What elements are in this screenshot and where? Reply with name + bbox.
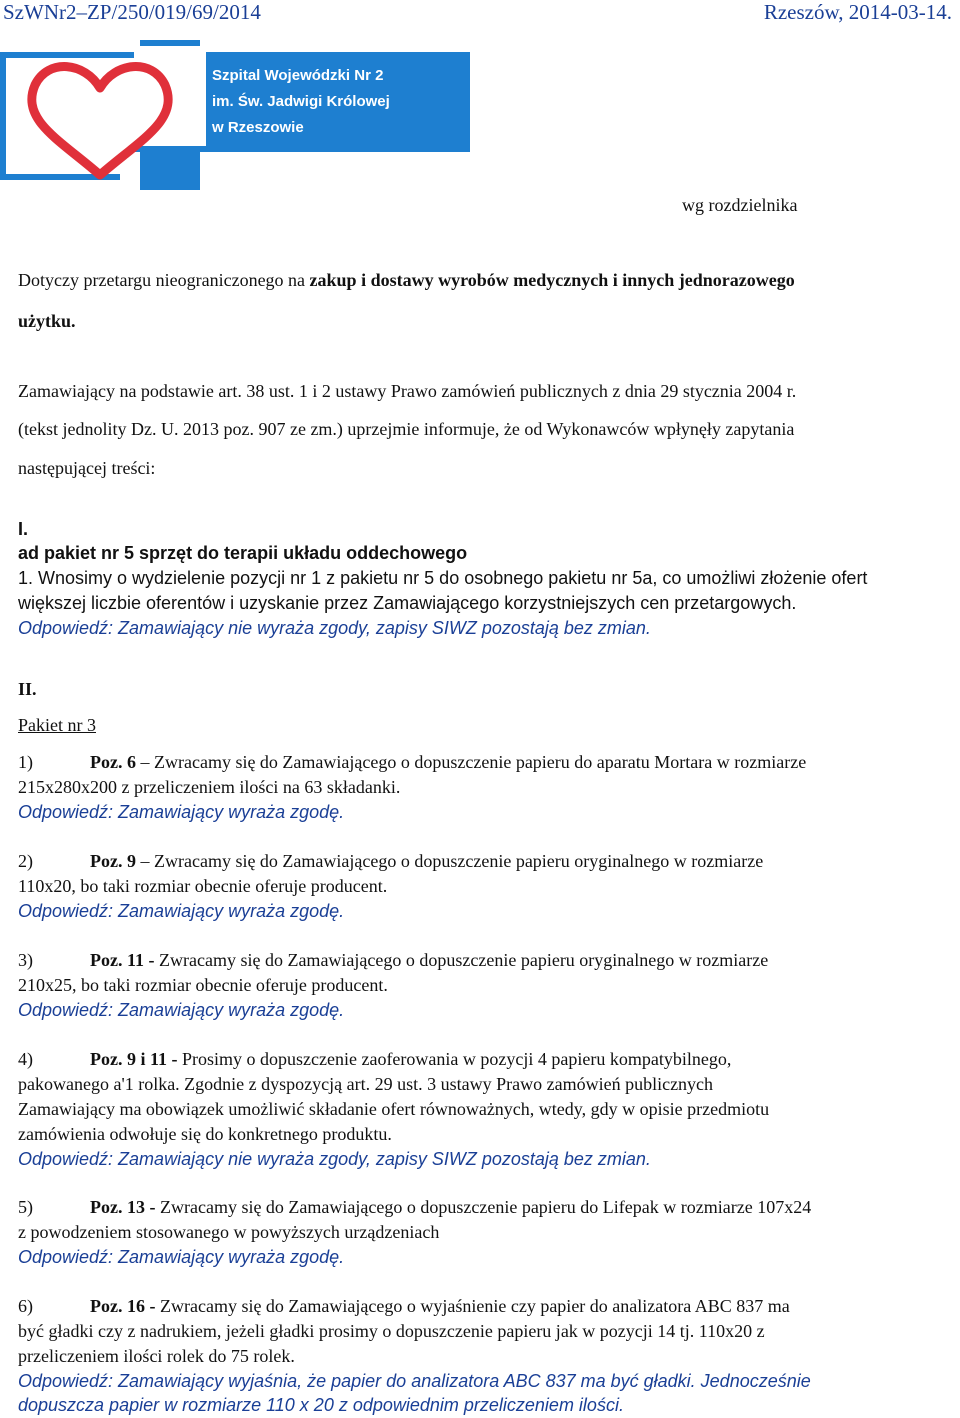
item-2-question-line-2: 110x20, bo taki rozmiar obecnie oferuje producent. xyxy=(18,876,388,896)
item-5-question-line-1: Zwracamy się do Zamawiającego o dopuszczenie papieru do Lifepak w rozmiarze 107x24 xyxy=(155,1197,812,1217)
section-1-title: ad pakiet nr 5 sprzęt do terapii układu oddechowego xyxy=(18,543,468,563)
item-3-question-line-1: Zwracamy się do Zamawiającego o dopuszczenie papieru oryginalnego w rozmiarze xyxy=(154,950,769,970)
item-5-number: 5) xyxy=(18,1197,33,1217)
item-5-question xyxy=(90,1197,811,1218)
recipient: wg rozdzielnika xyxy=(682,195,798,215)
item-6-number: 6) xyxy=(18,1296,33,1316)
section-1-answer: Odpowiedź: Zamawiający nie wyraża zgody, zapisy SIWZ pozostają bez zmian. xyxy=(18,618,651,638)
section-1-question-line-2: większej liczbie oferentów i uzyskanie przez Zamawiającego korzystniejszych cen przetargowych. xyxy=(18,593,797,613)
item-1-number: 1) xyxy=(18,752,33,772)
intro-line-1: Zamawiający na podstawie art. 38 ust. 1 i 2 ustawy Prawo zamówień publicznych z dnia 29 stycznia 2004 r. xyxy=(18,381,797,401)
hospital-heart-cross-logo xyxy=(0,40,475,190)
subject-bold-1: zakup i dostawy wyrobów medycznych i innych jednorazowego xyxy=(309,270,795,290)
item-4-question-line-4: zamówienia odwołuje się do konkretnego produktu. xyxy=(18,1124,392,1144)
item-2-number: 2) xyxy=(18,851,33,871)
subject-prefix: Dotyczy przetargu nieograniczonego na xyxy=(18,270,310,290)
item-4-question xyxy=(90,1049,731,1070)
item-2-answer: Odpowiedź: Zamawiający wyraża zgodę. xyxy=(18,901,345,921)
place-date: Rzeszów, 2014-03-14. xyxy=(763,0,952,24)
hospital-logo xyxy=(0,40,475,190)
item-5-poz: Poz. 13 - xyxy=(90,1197,156,1217)
subject-bold-2: użytku. xyxy=(18,311,76,331)
item-4-question-line-2: pakowanego a'1 rolka. Zgodnie z dyspozycją art. 29 ust. 3 ustawy Prawo zamówień publicznych xyxy=(18,1074,714,1094)
section-2-number: II. xyxy=(18,679,37,699)
item-6-answer-line-2: dopuszcza papier w rozmiarze 110 x 20 z odpowiednim przeliczeniem ilości. xyxy=(18,1395,624,1415)
item-6-question-line-2: być gładki czy z nadrukiem, jeżeli gładki prosimy o dopuszczenie papieru jak w pozycji 14 tj. 110x20 z xyxy=(18,1321,765,1341)
item-2-question-line-1: – Zwracamy się do Zamawiającego o dopuszczenie papieru oryginalnego w rozmiarze xyxy=(135,851,764,871)
intro-line-2: (tekst jednolity Dz. U. 2013 poz. 907 ze zm.) uprzejmie informuje, że od Wykonawców wpłynęły zapytania xyxy=(18,419,795,439)
item-6-question-line-1: Zwracamy się do Zamawiającego o wyjaśnienie czy papier do analizatora ABC 837 ma xyxy=(155,1296,790,1316)
item-4-question-line-1: Prosimy o dopuszczenie zaoferowania w pozycji 4 papieru kompatybilnego, xyxy=(177,1049,732,1069)
subject xyxy=(18,270,956,291)
item-2-question xyxy=(90,851,763,872)
item-3-question-line-2: 210x25, bo taki rozmiar obecnie oferuje producent. xyxy=(18,975,388,995)
section-1-number: I. xyxy=(18,519,29,539)
item-5-question-line-2: z powodzeniem stosowanego w powyższych urządzeniach xyxy=(18,1222,440,1242)
item-1-question xyxy=(90,752,806,773)
item-6-question-line-3: przeliczeniem ilości rolek do 75 rolek. xyxy=(18,1346,295,1366)
section-2-title: Pakiet nr 3 xyxy=(18,715,96,735)
intro-line-3: następującej treści: xyxy=(18,458,156,478)
item-4-question-line-3: Zamawiający ma obowiązek umożliwić składanie ofert równoważnych, wtedy, gdy w opisie przedmiotu xyxy=(18,1099,770,1119)
item-3-poz: Poz. 11 - xyxy=(90,950,155,970)
item-4-answer: Odpowiedź: Zamawiający nie wyraża zgody, zapisy SIWZ pozostają bez zmian. xyxy=(18,1149,651,1169)
item-6-question xyxy=(90,1296,790,1317)
item-2-poz: Poz. 9 xyxy=(90,851,136,871)
item-1-answer: Odpowiedź: Zamawiający wyraża zgodę. xyxy=(18,802,345,822)
logo-line-3: w Rzeszowie xyxy=(212,119,304,136)
item-1-question-line-2: 215x280x200 z przeliczeniem ilości na 63 składanki. xyxy=(18,777,401,797)
item-4-number: 4) xyxy=(18,1049,33,1069)
item-6-poz: Poz. 16 - xyxy=(90,1296,156,1316)
document-reference: SzWNr2–ZP/250/019/69/2014 xyxy=(3,0,261,24)
item-1-poz: Poz. 6 xyxy=(90,752,136,772)
item-6-answer-line-1: Odpowiedź: Zamawiający wyjaśnia, że papier do analizatora ABC 837 ma być gładki. Jednocześnie xyxy=(18,1371,811,1391)
item-3-answer: Odpowiedź: Zamawiający wyraża zgodę. xyxy=(18,1000,345,1020)
item-5-answer: Odpowiedź: Zamawiający wyraża zgodę. xyxy=(18,1247,345,1267)
section-1-question-line-1: 1. Wnosimy o wydzielenie pozycji nr 1 z pakietu nr 5 do osobnego pakietu nr 5a, co umożliwi złożenie ofert xyxy=(18,568,868,588)
item-3-question xyxy=(90,950,768,971)
logo-line-2: im. Św. Jadwigi Królowej xyxy=(212,93,390,110)
item-4-poz: Poz. 9 i 11 - xyxy=(90,1049,178,1069)
item-1-question-line-1: – Zwracamy się do Zamawiającego o dopuszczenie papieru do aparatu Mortara w rozmiarze xyxy=(135,752,807,772)
logo-line-1: Szpital Wojewódzki Nr 2 xyxy=(212,67,384,84)
item-3-number: 3) xyxy=(18,950,33,970)
